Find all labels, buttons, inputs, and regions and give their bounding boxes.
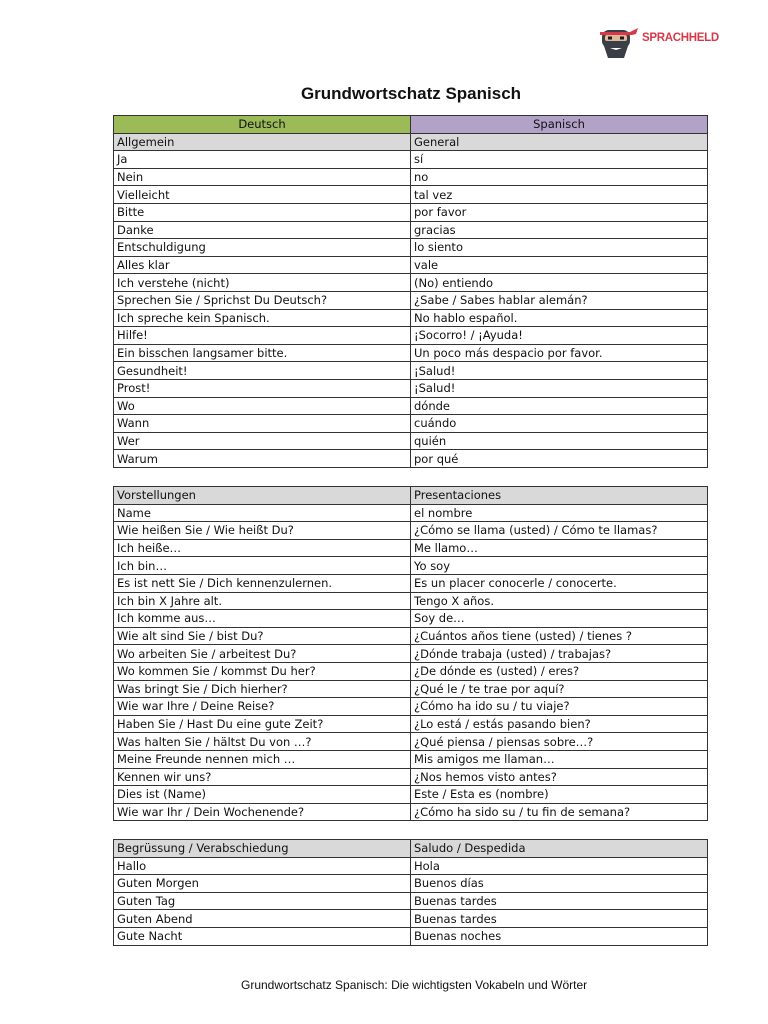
spanish-cell: Mis amigos me llaman… <box>411 750 708 768</box>
category-row <box>114 487 708 505</box>
german-cell: Begrüssung / Verabschiedung <box>114 840 411 858</box>
spanish-cell: Hola <box>411 857 708 875</box>
table-row <box>114 750 708 768</box>
table-row <box>114 662 708 680</box>
header-spanish: Spanisch <box>411 116 708 134</box>
german-cell: Wo arbeiten Sie / arbeitest Du? <box>114 645 411 663</box>
german-cell: Sprechen Sie / Sprichst Du Deutsch? <box>114 291 411 309</box>
table-row <box>114 768 708 786</box>
table-row <box>114 698 708 716</box>
spanish-cell: ¿Qué piensa / piensas sobre…? <box>411 733 708 751</box>
spanish-cell: Buenas tardes <box>411 892 708 910</box>
table-row <box>114 680 708 698</box>
german-cell: Prost! <box>114 379 411 397</box>
spanish-cell: ¿Cómo ha ido su / tu viaje? <box>411 698 708 716</box>
german-cell: Hallo <box>114 857 411 875</box>
german-cell: Allgemein <box>114 133 411 151</box>
spanish-cell: por favor <box>411 203 708 221</box>
spanish-cell: ¿Sabe / Sabes hablar alemán? <box>411 291 708 309</box>
german-cell: Name <box>114 504 411 522</box>
german-cell: Warum <box>114 450 411 468</box>
german-cell: Wann <box>114 415 411 433</box>
spanish-cell: Buenos días <box>411 875 708 893</box>
german-cell: Vielleicht <box>114 186 411 204</box>
german-cell: Was halten Sie / hältst Du von …? <box>114 733 411 751</box>
spanish-cell: sí <box>411 151 708 169</box>
table-row <box>114 733 708 751</box>
german-cell: Meine Freunde nennen mich … <box>114 750 411 768</box>
german-cell: Ich verstehe (nicht) <box>114 274 411 292</box>
table-row <box>114 203 708 221</box>
spanish-cell: el nombre <box>411 504 708 522</box>
german-cell: Dies ist (Name) <box>114 786 411 804</box>
spanish-cell: gracias <box>411 221 708 239</box>
table-row <box>114 151 708 169</box>
table-row <box>114 397 708 415</box>
german-cell: Was bringt Sie / Dich hierher? <box>114 680 411 698</box>
table-row <box>114 362 708 380</box>
table-row <box>114 715 708 733</box>
german-cell: Alles klar <box>114 256 411 274</box>
page-footer: Grundwortschatz Spanisch: Die wichtigsten Vokabeln und Wörter <box>241 978 588 992</box>
vocab-table-introductions <box>113 486 708 821</box>
german-cell: Hilfe! <box>114 327 411 345</box>
spanish-cell: Un poco más despacio por favor. <box>411 344 708 362</box>
table-row <box>114 592 708 610</box>
table-row <box>114 450 708 468</box>
german-cell: Ich bin X Jahre alt. <box>114 592 411 610</box>
spanish-cell: Saludo / Despedida <box>411 840 708 858</box>
german-cell: Wie heißen Sie / Wie heißt Du? <box>114 522 411 540</box>
german-cell: Wie war Ihr / Dein Wochenende? <box>114 803 411 821</box>
spanish-cell: ¡Socorro! / ¡Ayuda! <box>411 327 708 345</box>
german-cell: Haben Sie / Hast Du eine gute Zeit? <box>114 715 411 733</box>
german-cell: Bitte <box>114 203 411 221</box>
spanish-cell: No hablo español. <box>411 309 708 327</box>
table-row <box>114 875 708 893</box>
table-row <box>114 610 708 628</box>
german-cell: Guten Tag <box>114 892 411 910</box>
table-row <box>114 539 708 557</box>
table-row <box>114 645 708 663</box>
spanish-cell: vale <box>411 256 708 274</box>
vocab-table-greetings <box>113 839 708 946</box>
table-header-row <box>114 116 708 134</box>
spanish-cell: Buenas noches <box>411 927 708 945</box>
brand-wordmark: SPRACHHELD <box>642 32 719 44</box>
spanish-cell: Yo soy <box>411 557 708 575</box>
table-row <box>114 344 708 362</box>
spanish-cell: cuándo <box>411 415 708 433</box>
table-row <box>114 239 708 257</box>
german-cell: Nein <box>114 168 411 186</box>
german-cell: Wo kommen Sie / kommst Du her? <box>114 662 411 680</box>
german-cell: Wer <box>114 432 411 450</box>
spanish-cell: Buenas tardes <box>411 910 708 928</box>
german-cell: Ein bisschen langsamer bitte. <box>114 344 411 362</box>
table-row <box>114 309 708 327</box>
table-row <box>114 857 708 875</box>
spanish-cell: lo siento <box>411 239 708 257</box>
table-row <box>114 910 708 928</box>
spanish-cell: Es un placer conocerle / conocerte. <box>411 574 708 592</box>
category-row <box>114 840 708 858</box>
spanish-cell: (No) entiendo <box>411 274 708 292</box>
german-cell: Es ist nett Sie / Dich kennenzulernen. <box>114 574 411 592</box>
german-cell: Guten Morgen <box>114 875 411 893</box>
german-cell: Wie alt sind Sie / bist Du? <box>114 627 411 645</box>
german-cell: Danke <box>114 221 411 239</box>
table-row <box>114 803 708 821</box>
spanish-cell: ¿De dónde es (usted) / eres? <box>411 662 708 680</box>
table-row <box>114 504 708 522</box>
ninja-mascot-icon <box>594 24 638 58</box>
spanish-cell: ¡Salud! <box>411 379 708 397</box>
spanish-cell: no <box>411 168 708 186</box>
table-row <box>114 415 708 433</box>
table-row <box>114 557 708 575</box>
german-cell: Ich komme aus… <box>114 610 411 628</box>
german-cell: Ich heiße… <box>114 539 411 557</box>
german-cell: Ich bin… <box>114 557 411 575</box>
table-row <box>114 379 708 397</box>
document-title: Grundwortschatz Spanisch <box>300 84 522 103</box>
table-row <box>114 522 708 540</box>
table-row <box>114 221 708 239</box>
spanish-cell: ¡Salud! <box>411 362 708 380</box>
spanish-cell: Me llamo… <box>411 539 708 557</box>
table-row <box>114 186 708 204</box>
german-cell: Wie war Ihre / Deine Reise? <box>114 698 411 716</box>
german-cell: Guten Abend <box>114 910 411 928</box>
table-row <box>114 786 708 804</box>
spanish-cell: tal vez <box>411 186 708 204</box>
spanish-cell: ¿Qué le / te trae por aquí? <box>411 680 708 698</box>
category-row <box>114 133 708 151</box>
spanish-cell: ¿Cuántos años tiene (usted) / tienes ? <box>411 627 708 645</box>
spanish-cell: quién <box>411 432 708 450</box>
table-row <box>114 168 708 186</box>
german-cell: Gute Nacht <box>114 927 411 945</box>
vocab-table-general <box>113 115 708 468</box>
spanish-cell: Soy de… <box>411 610 708 628</box>
table-row <box>114 291 708 309</box>
german-cell: Wo <box>114 397 411 415</box>
table-row <box>114 256 708 274</box>
spanish-cell: Este / Esta es (nombre) <box>411 786 708 804</box>
german-cell: Vorstellungen <box>114 487 411 505</box>
german-cell: Ja <box>114 151 411 169</box>
table-row <box>114 892 708 910</box>
spanish-cell: General <box>411 133 708 151</box>
german-cell: Entschuldigung <box>114 239 411 257</box>
spanish-cell: ¿Cómo ha sido su / tu fin de semana? <box>411 803 708 821</box>
german-cell: Ich spreche kein Spanisch. <box>114 309 411 327</box>
table-row <box>114 274 708 292</box>
spanish-cell: ¿Nos hemos visto antes? <box>411 768 708 786</box>
table-row <box>114 432 708 450</box>
spanish-cell: dónde <box>411 397 708 415</box>
spanish-cell: por qué <box>411 450 708 468</box>
spanish-cell: ¿Lo está / estás pasando bien? <box>411 715 708 733</box>
german-cell: Kennen wir uns? <box>114 768 411 786</box>
brand-logo[interactable] <box>594 24 744 58</box>
spanish-cell: Presentaciones <box>411 487 708 505</box>
table-row <box>114 627 708 645</box>
german-cell: Gesundheit! <box>114 362 411 380</box>
table-row <box>114 927 708 945</box>
spanish-cell: Tengo X años. <box>411 592 708 610</box>
header-german: Deutsch <box>114 116 411 134</box>
spanish-cell: ¿Cómo se llama (usted) / Cómo te llamas? <box>411 522 708 540</box>
table-row <box>114 574 708 592</box>
spanish-cell: ¿Dónde trabaja (usted) / trabajas? <box>411 645 708 663</box>
table-row <box>114 327 708 345</box>
